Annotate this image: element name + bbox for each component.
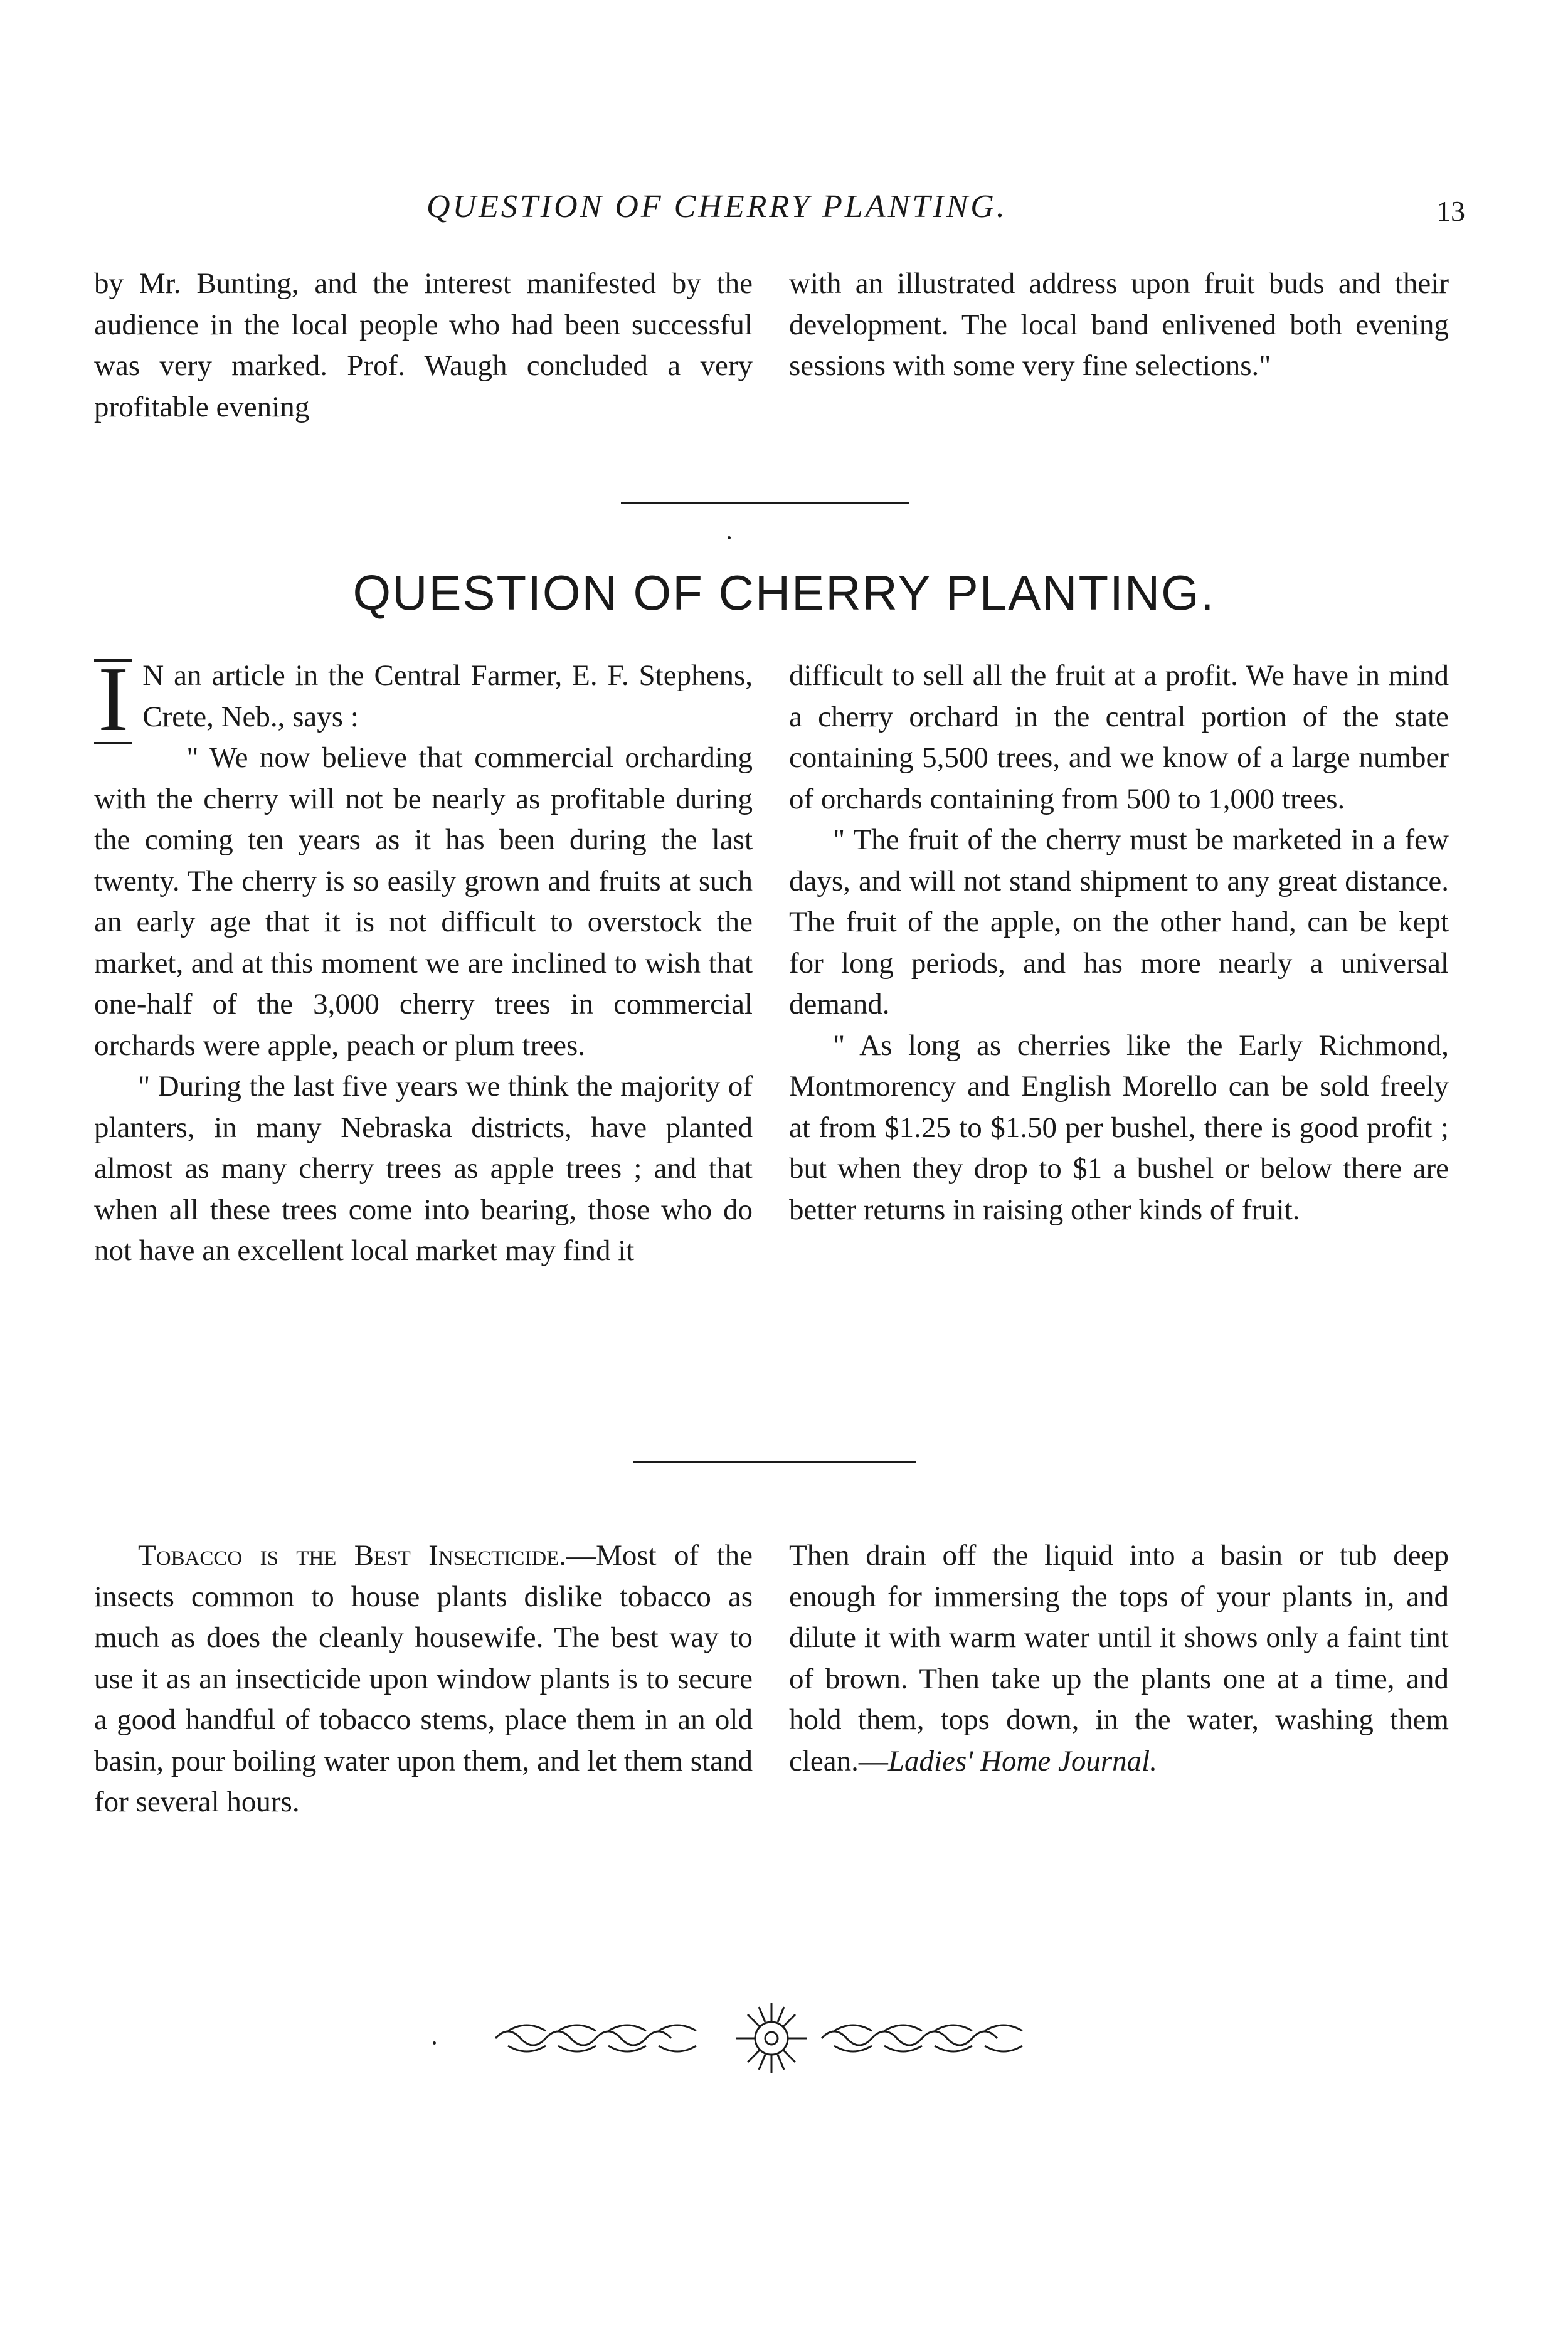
article-paragraph: " The fruit of the cherry must be marketed in a few days, and will not stand shipment to any great distance. The fruit of the apple, on the other hand, can be kept for long periods, and has more nearly a universal demand.: [789, 823, 1449, 1020]
article-intro-text: N an article in the Central Farmer, E. F. Stephens, Crete, Neb., says :: [142, 659, 753, 733]
tobacco-right-text: Then drain off the liquid into a basin or tub deep enough for immersing the tops of your plants in, and dilute it with warm water until it shows only a faint tint of brown. Then take up the plants one at a time, and hold them, tops down, in the water, washing them clean.—: [789, 1539, 1449, 1777]
article-paragraph: " During the last five years we think the majority of planters, in many Nebraska districts, have planted almost as many cherry trees as apple trees ; and that when all these trees come into bearing, those who do not have an excellent local market may find it: [94, 1070, 753, 1267]
tobacco-paragraph: [94, 1535, 753, 1823]
tobacco-left-text: —Most of the insects common to house plants dislike tobacco as much as does the cleanly housewife. The best way to use it as an insecticide upon window plants is to secure a good handful of tobacco stems, place them in an old basin, pour boiling water upon them, and let them stand for several hours.: [94, 1539, 753, 1818]
article-left-column: [94, 648, 753, 1272]
tobacco-right-column: [789, 1535, 1449, 1782]
continued-right-text: with an illustrated address upon fruit buds and their development. The local band enlivened both evening sessions with some very fine selections.": [789, 267, 1449, 382]
drop-cap: I: [94, 659, 132, 744]
running-title: QUESTION OF CHERRY PLANTING.: [426, 189, 1007, 225]
tobacco-heading: Tobacco is the Best Insecticide.: [138, 1539, 567, 1572]
tobacco-left-column: [94, 1535, 753, 1823]
continued-right-column: [789, 263, 1449, 387]
article-paragraph: " We now believe that commercial orcharding with the cherry will not be nearly as profitable during the coming ten years as it has been during the last twenty. The cherry is so easily grown and fruits at such an early age that it is not difficult to overstock the market, and at this moment we are inclined to wish that one-half of the 3,000 cherry trees in commercial orchards were apple, peach or plum trees.: [94, 741, 753, 1062]
article-title: QUESTION OF CHERRY PLANTING.: [352, 565, 1216, 620]
article-paragraph: difficult to sell all the fruit at a profit. We have in mind a cherry orchard in the central portion of the state containing 5,500 trees, and we know of a large number of orchards containing from 500 to 1,000 trees.: [789, 659, 1449, 815]
section-divider-rule: [633, 1461, 916, 1463]
fleuron-ornament-icon: [483, 2001, 1060, 2076]
tobacco-paragraph: [789, 1535, 1449, 1782]
section-divider-rule: [621, 502, 909, 504]
continued-left-text: by Mr. Bunting, and the interest manifested by the audience in the local people who had been successful was very marked. Prof. Waugh concluded a very profitable evening: [94, 267, 753, 423]
page-number: 13: [1436, 195, 1465, 227]
divider-dot: [728, 536, 731, 539]
article-right-column: [789, 655, 1449, 1231]
article-paragraph: " As long as cherries like the Early Richmond, Montmorency and English Morello can be sold freely at from $1.25 to $1.50 per bushel, there is good profit ; but when they drop to $1 a bushel or below there are better returns in raising other kinds of fruit.: [789, 1029, 1449, 1226]
article-intro-paragraph: [94, 648, 753, 751]
tobacco-source: Ladies' Home Journal.: [887, 1744, 1157, 1777]
continued-left-column: [94, 263, 753, 428]
ornament-dot: [433, 2041, 436, 2045]
running-header: [0, 188, 1568, 238]
